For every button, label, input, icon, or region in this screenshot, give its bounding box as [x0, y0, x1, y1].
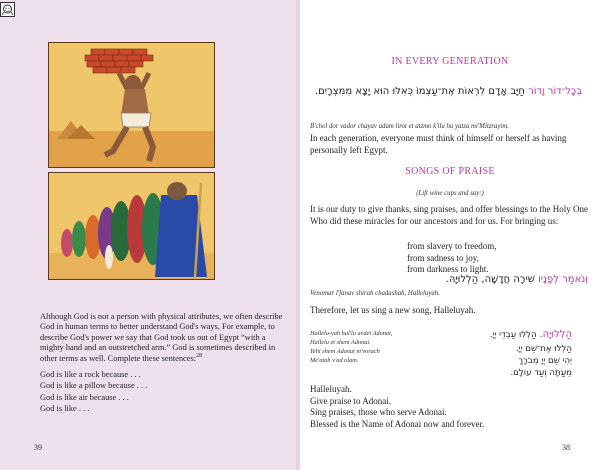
transliteration-1: B'chol dor vador chayav adam lirot et atzmo k'ilu hu yatza mi'Mitzrayim. — [310, 123, 509, 130]
heading-in-every-generation: IN EVERY GENERATION — [391, 56, 509, 67]
right-page — [300, 0, 600, 470]
page-number-left: 39 — [34, 443, 42, 452]
from-item: from slavery to freedom, — [407, 241, 497, 251]
hebrew-1-accent: בְּכָל־דּוֹר וָדוֹר — [528, 86, 582, 97]
sentence-item: God is like a rock because . . . — [40, 370, 141, 380]
translit-line: Yehi shem Adonai m'vorach — [310, 348, 380, 356]
translit-line: Hallelu-yah hal'lu avdei Adonai, — [310, 330, 393, 337]
duty-paragraph: It is our duty to give thanks, sing praises, and offer blessings to the Holy One Who did these miracles for our ancestors and for us. For bringing us: — [310, 204, 589, 226]
sentence-item: God is like air because . . . — [40, 392, 129, 402]
heading-songs-of-praise: SONGS OF PRAISE — [405, 166, 495, 177]
from-list — [407, 241, 496, 276]
translit-line: Me'atah v'ad olam. — [310, 357, 359, 365]
instruction-lift-cups: (Lift wine cups and say:) — [416, 190, 484, 197]
hebrew-line: יְהִי שֵׁם יְיָ מְבֹרָךְ — [518, 355, 572, 366]
from-item: from sadness to joy, — [407, 252, 479, 263]
sentence-item: God is like . . . — [40, 403, 90, 413]
hebrew-passage-3 — [442, 328, 572, 380]
translation-1: In each generation, everyone must think of himself or herself as having personally left Egypt. — [310, 133, 567, 155]
hebrew-line: מֵעַתָּה וְעַד עוֹלָם. — [510, 368, 572, 379]
hebrew-passage-2 — [308, 274, 588, 285]
sentence-item: God is like a pillow because . . . — [40, 381, 148, 391]
note-footnote: 28 — [196, 353, 203, 359]
halleluyah-line: Give praise to Adonai. — [310, 395, 391, 406]
halleluyah-translation — [310, 384, 595, 430]
hand-face-icon — [0, 2, 15, 17]
note-paragraph: Although God is not a person with physical attributes, we often describe God in human terms to better understand God's ways. For example, to describe God's power we say that God took us out of Egypt “with a mighty hand and an outstretched arm.” God is sometimes described in other terms as well. Complete these sentences: — [40, 312, 283, 363]
discussion-note — [16, 312, 286, 415]
translation-2: Therefore, let us sing a new song, Halleluyah. — [310, 305, 476, 315]
hebrew-2-rest: שִׁירָה חֲדָשָׁה, הַלְלוּיָהּ. — [445, 274, 535, 285]
hebrew-2-accent: וְנֹאמַר לְפָנָיו — [538, 274, 588, 285]
transliteration-3 — [310, 329, 450, 366]
transliteration-2: Venomar l'fanav shirah chadashah, Halleluyah. — [310, 290, 440, 297]
halleluyah-line: Sing praises, those who serve Adonai. — [310, 407, 447, 418]
translit-line: Hallelu et shem Adonai. — [310, 339, 371, 347]
page-number-right: 38 — [562, 443, 570, 452]
hebrew-1-rest: חַיָּב אָדָם לִרְאוֹת אֶת־עַצְמוֹ כְּאִלּוּ הוּא יָצָא מִמִּצְרָיִם. — [314, 86, 525, 97]
illustration-exodus-crowd — [48, 172, 215, 280]
hebrew-line: הַלְלוּ אֶת־שֵׁם יְיָ. — [515, 343, 572, 354]
from-item: from darkness to light. — [407, 264, 489, 275]
hebrew-3-accent: הַלְלוּיָהּ. — [539, 329, 572, 340]
book-gutter — [296, 0, 304, 470]
sentence-list — [40, 370, 286, 414]
halleluyah-line: Blessed is the Name of Adonai now and forever. — [310, 418, 485, 429]
hebrew-line: הַלְלוּ עַבְדֵי יְיָ. — [489, 330, 537, 340]
illustration-slave-carrying-bricks — [48, 42, 215, 168]
hebrew-passage-1 — [312, 84, 582, 100]
halleluyah-line: Halleluyah. — [310, 384, 352, 394]
